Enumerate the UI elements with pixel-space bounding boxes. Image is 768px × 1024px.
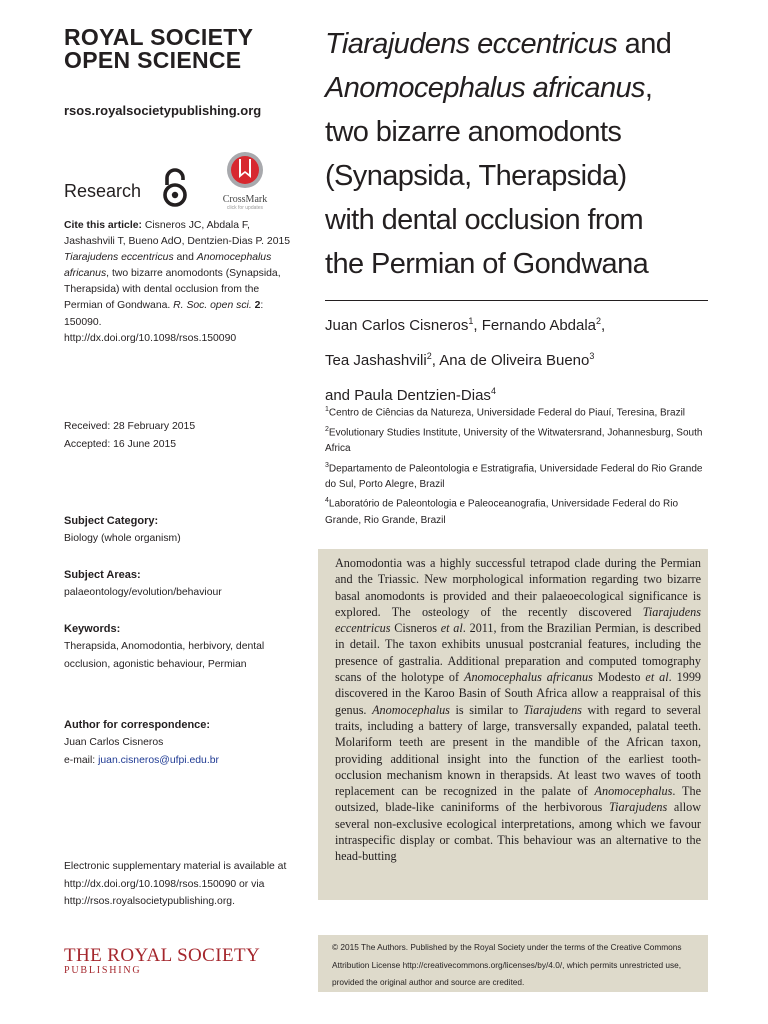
supplementary-note: Electronic supplementary material is available at http://dx.doi.org/10.1098/rsos.150090 or via http://rsos.royalsocietypublishing.org. — [64, 861, 287, 907]
email-label: e-mail: — [64, 755, 99, 766]
cite-block — [64, 218, 294, 347]
abstract-text: . The outsized, blade-like caniniforms of the herbivorous — [335, 784, 701, 815]
cite-part2: , two bizarre anomodonts (Synapsida, Therapsida) with dental occlusion from the Permian of Gondwana. — [64, 268, 281, 312]
abstract-text: with regard to several traits, including a battery of large, transversally expanded, palatal teeth. Molariform teeth are present in the mandible of the African taxon, providing additional insight into the function of the earliest tooth-occlusion mechanism known in therapsids. At least two waves of tooth replacement can be recognized in the palate of — [335, 702, 701, 799]
cite-pages: : 150090. — [64, 300, 264, 328]
abstract-italic: et al — [440, 621, 463, 636]
abstract-italic: Anomocephalus — [372, 702, 450, 717]
author-sep: , — [601, 317, 606, 334]
affiliation-text: Evolutionary Studies Institute, University of the Witwatersrand, Johannesburg, South Africa — [325, 426, 703, 455]
cite-italic2: Anomocephalus africanus — [64, 252, 272, 280]
journal-name-line1: ROYAL SOCIETY — [64, 24, 254, 50]
author-name: Juan Carlos Cisneros — [325, 317, 469, 334]
affiliation-sup: 1 — [325, 406, 329, 413]
subject-areas-heading: Subject Areas: — [64, 569, 141, 581]
title-line4: (Synapsida, Therapsida) — [325, 160, 627, 192]
cite-part1: Cisneros JC, Abdala F, Jashashvili T, Bueno AdO, Dentzien-Dias P. 2015 — [64, 220, 291, 248]
cite-journal: R. Soc. open sci. — [173, 300, 252, 312]
cite-label: Cite this article: — [64, 220, 142, 231]
cite-volume: 2 — [251, 300, 261, 312]
keywords-value: Therapsida, Anomodontia, herbivory, dental occlusion, agonistic behaviour, Permian — [64, 641, 265, 670]
affiliation — [325, 402, 715, 422]
journal-name-line2: OPEN SCIENCE — [64, 47, 242, 73]
abstract-italic: Tiarajudens eccentricus — [335, 604, 701, 636]
publisher-line1: THE ROYAL SOCIETY — [64, 945, 261, 966]
crossmark-icon — [225, 150, 265, 190]
title-divider — [325, 300, 708, 301]
title-italic1: Tiarajudens eccentricus — [325, 28, 618, 60]
received-date: Received: 28 February 2015 — [64, 421, 196, 432]
title-line3: two bizarre anomodonts — [325, 116, 622, 148]
crossmark-sub: click for updates — [226, 205, 264, 211]
crossmark-label: CrossMark — [222, 194, 268, 205]
abstract-text: allow several non-exclusive ecological interpretations, among which we favour intraspecific display or combat. This behaviour was an alternative to the head-butting — [335, 800, 701, 864]
affiliation-text: Departamento de Paleontologia e Estratigrafia, Universidade Federal do Rio Grande do Sul, Porto Alegre, Brazil — [325, 462, 703, 491]
author-sep: , — [431, 352, 440, 369]
subject-areas — [64, 566, 294, 602]
affiliation — [325, 458, 715, 494]
abstract-text: . 2011, from the Brazilian Permian, is described in detail. The taxon exhibits unusual postcranial features, including the presence of gastralia. Additional preparation and computed tomography scans of the holotype of — [335, 621, 701, 685]
correspondence-email-line — [64, 752, 294, 770]
correspondence — [64, 716, 294, 770]
license-notice: © 2015 The Authors. Published by the Royal Society under the terms of the Creative Commons Attribution License http://creativecommons.org/licenses/by/4.0/, which permits unrestricted use, provided the original author and source are credited. — [318, 935, 708, 992]
open-access-icon — [160, 168, 190, 208]
author-name: and Paula Dentzien-Dias — [325, 387, 491, 404]
title-line6: the Permian of Gondwana — [325, 248, 649, 280]
publisher-logo — [64, 946, 260, 977]
author-sep: , — [473, 317, 482, 334]
abstract — [318, 549, 708, 900]
cite-and: and — [173, 252, 197, 264]
affiliation-sup: 2 — [325, 425, 329, 433]
author-sup: 2 — [596, 316, 602, 326]
abstract-italic: Anomocephalus africanus — [464, 670, 593, 685]
abstract-italic: Tiarajudens — [523, 702, 582, 717]
title-italic2: Anomocephalus africanus — [325, 72, 645, 104]
title-comma: , — [644, 72, 653, 104]
affiliation-sup: 4 — [325, 497, 329, 505]
abstract-italic: et al — [645, 670, 669, 685]
article-type: Research — [64, 181, 142, 201]
abstract-text: Cisneros — [390, 621, 441, 636]
cite-italic1: Tiarajudens eccentricus — [64, 252, 174, 264]
affiliation — [325, 422, 715, 458]
dates — [64, 418, 195, 454]
cite-doi[interactable]: http://dx.doi.org/10.1098/rsos.150090 — [64, 332, 237, 344]
publisher-line2: PUBLISHING — [64, 965, 142, 976]
subject-category — [64, 512, 294, 548]
affiliation-text: Centro de Ciências da Natureza, Universidade Federal do Piauí, Teresina, Brazil — [328, 407, 686, 419]
email-link[interactable]: juan.cisneros@ufpi.edu.br — [98, 755, 219, 766]
affiliation-text: Laboratório de Paleontologia e Paleoceanografia, Universidade Federal do Rio Grande, Rio Grande, Brazil — [325, 498, 679, 527]
author-sup: 4 — [490, 386, 496, 396]
journal-url[interactable]: rsos.royalsocietypublishing.org — [64, 103, 262, 118]
subject-areas-value: palaeontology/evolution/behaviour — [64, 587, 222, 598]
abstract-text: . 1999 discovered in the Karoo Basin of South Africa allow a reappraisal of this genus. — [335, 670, 702, 717]
author-name: Fernando Abdala — [481, 317, 597, 334]
abstract-text: is similar to — [449, 702, 524, 717]
subject-category-heading: Subject Category: — [64, 515, 159, 527]
title-and: and — [617, 28, 672, 60]
author-sup: 2 — [426, 351, 432, 361]
title-line5: with dental occlusion from — [325, 204, 644, 236]
journal-name — [64, 26, 253, 72]
author-list — [325, 306, 715, 411]
affiliation — [325, 493, 715, 529]
author-sup: 1 — [468, 316, 474, 326]
correspondence-heading: Author for correspondence: — [64, 719, 211, 731]
accepted-date: Accepted: 16 June 2015 — [64, 439, 177, 450]
keywords — [64, 620, 294, 674]
affiliation-sup: 3 — [325, 461, 329, 469]
abstract-italic: Anomocephalus — [594, 784, 673, 799]
correspondence-name: Juan Carlos Cisneros — [64, 737, 164, 748]
keywords-heading: Keywords: — [64, 623, 121, 635]
author-name: Tea Jashashvili — [325, 352, 427, 369]
abstract-text: Anomodontia was a highly successful tetrapod clade during the Permian and the Triassic. New morphological information regarding two bizarre basal anomodonts is provided and their palaeoecological significance is explored. The osteology of the recently discovered — [335, 556, 701, 619]
abstract-italic: Tiarajudens — [608, 800, 668, 815]
author-name: Ana de Oliveira Bueno — [439, 352, 590, 369]
subject-category-value: Biology (whole organism) — [64, 533, 181, 544]
author-sup: 3 — [589, 351, 595, 361]
crossmark-badge[interactable] — [215, 150, 275, 212]
affiliations — [325, 402, 715, 529]
article-title — [325, 22, 715, 286]
abstract-text: Modesto — [592, 670, 646, 685]
